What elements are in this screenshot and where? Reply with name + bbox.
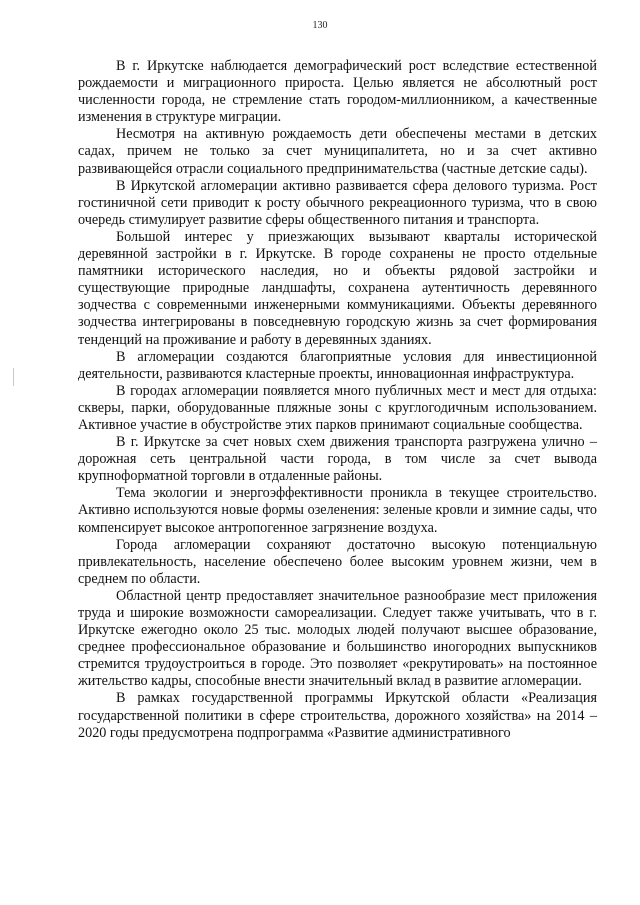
paragraph: Города агломерации сохраняют достаточно высокую потенциальную привлекательность, население обеспечено более высоким уровнем жизни, чем в среднем по области. (78, 536, 597, 587)
page-number: 130 (312, 20, 328, 31)
paragraph: В г. Иркутске наблюдается демографический рост вследствие естественной рождаемости и миграционного прироста. Целью является не абсолютный рост численности города, не стремление стать городом-миллионником, а качественные изменения в структуре миграции. (78, 58, 597, 126)
paragraph: В агломерации создаются благоприятные условия для инвестиционной деятельности, развиваются кластерные проекты, инновационная инфраструктура. (78, 348, 597, 382)
paragraph: Областной центр предоставляет значительное разнообразие мест приложения труда и широкие возможности самореализации. Следует также учитывать, что в г. Иркутске ежегодно около 25 тыс. молодых людей получают высшее образование, среднее профессиональное образование и большинство иногородних выпускников стремится трудоустроиться в городе. Это позволяет «рекрутировать» на постоянное жительство кадры, способные внести значительный вклад в развитие агломерации. (78, 587, 597, 690)
paragraph: В г. Иркутске за счет новых схем движения транспорта разгружена улично –дорожная сеть центральной части города, в том числе за счет вывода крупноформатной торговли в отдаленные районы. (78, 434, 597, 485)
paragraph: В Иркутской агломерации активно развивается сфера делового туризма. Рост гостиничной сети приводит к росту обычного рекреационного туризма, что в свою очередь стимулирует развитие сферы общественного питания и транспорта. (78, 177, 597, 228)
paragraph: Несмотря на активную рождаемость дети обеспечены местами в детских садах, причем не только за счет муниципалитета, но и за счет активно развивающейся отрасли социального предпринимательства (частные детские сады). (78, 126, 597, 177)
paragraph: В городах агломерации появляется много публичных мест и мест для отдыха: скверы, парки, оборудованные пляжные зоны с круглогодичным использованием. Активное участие в обустройстве этих парков принимают социальные сообщества. (78, 382, 597, 433)
body-text (78, 58, 597, 742)
paragraph: Большой интерес у приезжающих вызывают кварталы исторической деревянной застройки в г. Иркутске. В городе сохранены не просто отдельные памятники исторического наследия, но и объекты рядовой застройки и существующие природные ландшафты, сохранена аутентичность деревянного зодчества с современными инженерными коммуникациями. Объекты деревянного зодчества интегрированы в повседневную городскую жизнь за счет формирования тенденций на проживание и работу в деревянных зданиях. (78, 228, 597, 348)
paragraph: Тема экологии и энергоэффективности проникла в текущее строительство. Активно используются новые формы озеленения: зеленые кровли и зимние сады, что компенсирует высокое антропогенное загрязнение воздуха. (78, 485, 597, 536)
scan-margin-mark (13, 368, 14, 386)
paragraph: В рамках государственной программы Иркутской области «Реализация государственной политики в сфере строительства, дорожного хозяйства» на 2014 – 2020 годы предусмотрена подпрограмма «Развитие административного (78, 690, 597, 741)
